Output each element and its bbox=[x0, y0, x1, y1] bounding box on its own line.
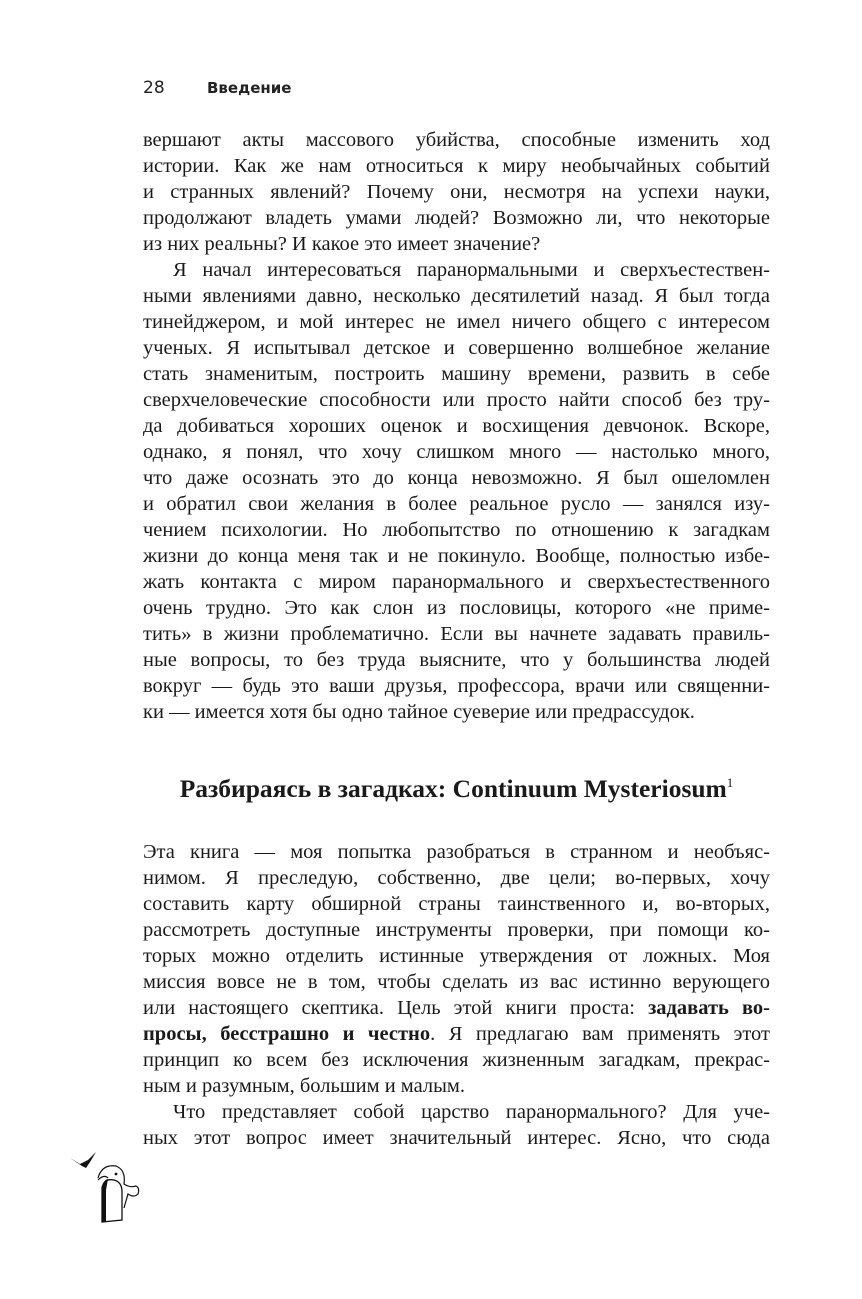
text-line: миссия вовсе не в том, чтобы сделать из вас истинно верующего bbox=[143, 971, 770, 993]
text-line bbox=[143, 995, 770, 1021]
text-line: вокруг — будь это ваши друзья, профессора, врачи или священни- bbox=[143, 675, 770, 697]
text-line: ки — имеется хотя бы одно тайное суеверие или предрассудок. bbox=[143, 701, 695, 723]
text-span: или настоящего скептика. Цель этой книги проста: bbox=[143, 997, 649, 1019]
page-number: 28 bbox=[143, 78, 165, 98]
text-line: чением психологии. Но любопытство по отношению к загадкам bbox=[143, 519, 770, 541]
text-line: очень трудно. Это как слон из пословицы, которого «не приме- bbox=[143, 597, 770, 619]
tombstone-icon bbox=[98, 1176, 122, 1222]
text-line: из них реальны? И какое это имеет значение? bbox=[143, 233, 541, 255]
text-line bbox=[143, 1021, 770, 1047]
text-line: ных этот вопрос имеет значительный интерес. Ясно, что сюда bbox=[143, 1127, 770, 1149]
text-line: Что представляет собой царство паранормального? Для уче- bbox=[173, 1101, 770, 1123]
paragraph bbox=[143, 257, 770, 725]
bold-emphasis: задавать во- bbox=[648, 997, 770, 1019]
text-line: что даже осознать это до конца невозможно. Я был ошеломлен bbox=[143, 467, 770, 489]
text-line: Я начал интересоваться паранормальными и сверхъестествен- bbox=[173, 259, 770, 281]
footnote-mark: 1 bbox=[726, 775, 734, 790]
text-block-2 bbox=[143, 839, 770, 1151]
text-line: ным и разумным, большим и малым. bbox=[143, 1075, 466, 1097]
bold-emphasis: просы, бесстрашно и честно bbox=[143, 1023, 431, 1045]
section-heading-text: Разбираясь в загадках: Continuum Mysteriosum bbox=[179, 774, 727, 803]
text-line: тинейджером, и мой интерес не имел ничего общего с интересом bbox=[143, 311, 770, 333]
text-line: нимом. Я преследую, собственно, две цели; во-первых, хочу bbox=[143, 867, 770, 889]
bat-icon bbox=[70, 1152, 96, 1168]
section-heading bbox=[143, 774, 770, 804]
paragraph bbox=[143, 127, 770, 257]
text-line: истории. Как же нам относиться к миру необычайных событий bbox=[143, 155, 770, 177]
chapter-title: Введение bbox=[207, 79, 292, 97]
text-line: стать знаменитым, построить машину времени, развить в себе bbox=[143, 363, 770, 385]
paragraph bbox=[143, 839, 770, 1099]
text-block-1 bbox=[143, 127, 770, 725]
text-line: жизни до конца меня так и не покинуло. Вообще, полностью избе- bbox=[143, 545, 770, 567]
text-line: и обратил свои желания в более реальное русло — занялся изу- bbox=[143, 493, 770, 515]
text-line: ные вопросы, то без труда выясните, что у большинства людей bbox=[143, 649, 770, 671]
text-line: вершают акты массового убийства, способные изменить ход bbox=[143, 129, 770, 151]
text-line: продолжают владеть умами людей? Возможно ли, что некоторые bbox=[143, 207, 770, 229]
text-line: принцип ко всем без исключения жизненным загадкам, прекрас- bbox=[143, 1049, 770, 1071]
text-line: жать контакта с миром паранормального и сверхъестественного bbox=[143, 571, 770, 593]
text-line: сверхчеловеческие способности или просто найти способ без тру- bbox=[143, 389, 770, 411]
paragraph bbox=[143, 1099, 770, 1151]
text-line: рассмотреть доступные инструменты проверки, при помощи ко- bbox=[143, 919, 770, 941]
text-line: торых можно отделить истинные утверждения от ложных. Моя bbox=[143, 945, 770, 967]
text-line: ученых. Я испытывал детское и совершенно волшебное желание bbox=[143, 337, 770, 359]
text-span: . Я предлагаю вам применять этот bbox=[430, 1023, 770, 1045]
text-line: однако, я понял, что хочу слишком много — настолько много, bbox=[143, 441, 770, 463]
text-line: тить» в жизни проблематично. Если вы начнете задавать правиль- bbox=[143, 623, 770, 645]
text-line: составить карту обширной страны таинственного и, во-вторых, bbox=[143, 893, 770, 915]
text-line: Эта книга — моя попытка разобраться в странном и необъяс- bbox=[143, 841, 770, 863]
ghost-tombstone-illustration bbox=[68, 1148, 148, 1228]
text-line: ными явлениями давно, несколько десятилетий назад. Я был тогда bbox=[143, 285, 770, 307]
text-line: и странных явлений? Почему они, несмотря на успехи науки, bbox=[143, 181, 770, 203]
text-line: да добиваться хороших оценок и восхищения девчонок. Вскоре, bbox=[143, 415, 770, 437]
